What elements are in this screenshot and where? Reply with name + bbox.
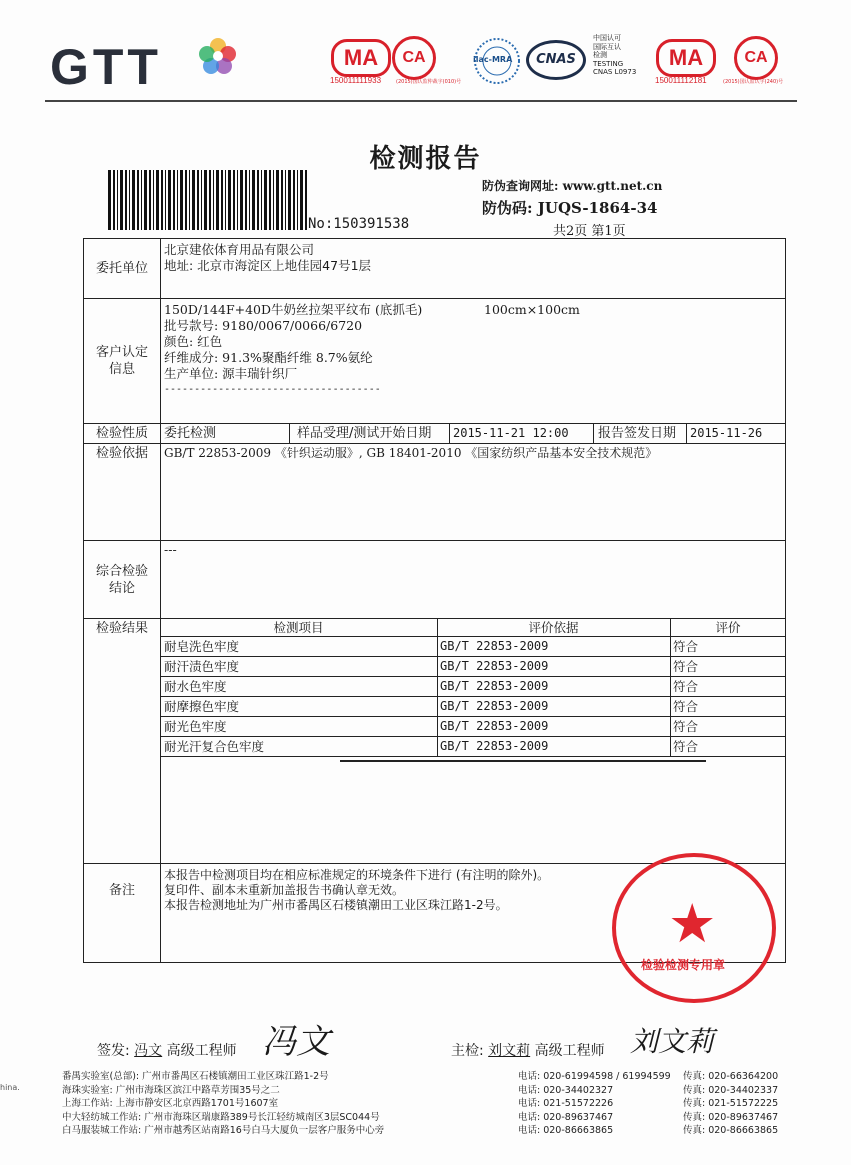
phone-number: 电话: 020-61994598 / 61994599 <box>518 1071 671 1082</box>
issue-date: 2015-11-26 <box>690 426 763 440</box>
sample-date-label: 样品受理/测试开始日期 <box>297 426 432 441</box>
results-header-basis: 评价依据 <box>528 620 579 635</box>
checker-signature: 主检: 刘文莉 高级工程师 <box>451 1043 605 1059</box>
gtt-logo <box>50 38 162 96</box>
anti-fake-code: 防伪码: JUQS-1864-34 <box>482 199 658 217</box>
basis-label: 检验依据 <box>95 446 148 461</box>
cal-mark-right: CA <box>734 36 778 80</box>
cert-right-code: 150011112181 <box>655 76 707 85</box>
results-header-item: 检测项目 <box>273 620 324 635</box>
fiber-content: 纤维成分: 91.3%聚酯纤维 8.7%氨纶 <box>164 350 373 365</box>
fax-number: 传真: 020-66364200 <box>683 1071 779 1082</box>
results-label: 检验结果 <box>95 621 148 636</box>
phone-number: 电话: 021-51572226 <box>518 1098 614 1109</box>
logo-text: GTT <box>50 39 162 95</box>
page-info: 共2页 第1页 <box>553 224 626 239</box>
footer-faxes <box>683 1070 778 1138</box>
batch-number: 批号款号: 9180/0067/0066/6720 <box>164 318 363 333</box>
lab-address: 中大轻纺城工作站: 广州市海珠区瑞康路389号长江轻纺城南区3层SC044号 <box>62 1111 380 1123</box>
ilac-label: ilac-MRA <box>473 55 513 64</box>
results-header-eval: 评价 <box>715 620 741 635</box>
lab-address: 海珠实验室: 广州市海珠区滨江中路草芳围35号之二 <box>62 1084 280 1096</box>
logo-flower-icon <box>196 34 240 78</box>
cert-left-note: (2015)国认监仲裁字(010)号 <box>396 79 462 85</box>
issue-date-label: 报告签发日期 <box>598 426 677 441</box>
cma-mark-left: MA <box>331 39 391 77</box>
remark-line: 本报告中检测项目均在相应标准规定的环境条件下进行 (有注明的除外)。 <box>164 868 550 882</box>
phone-number: 电话: 020-86663865 <box>518 1125 614 1136</box>
lab-address: 上海工作站: 上海市静安区北京西路1701号1607室 <box>62 1098 279 1109</box>
cnas-caption: 中国认可 国际互认 检测 TESTING CNAS L0973 <box>593 34 637 77</box>
checker-name: 刘文莉 <box>488 1043 531 1059</box>
checker-title: 高级工程师 <box>534 1043 605 1059</box>
issuer-title: 高级工程师 <box>166 1043 237 1059</box>
cert-right-note: (2015)国认监认字(240)号 <box>723 79 784 85</box>
row-divider <box>83 298 786 299</box>
inspection-type-label: 检验性质 <box>95 426 148 441</box>
remarks-label: 备注 <box>108 883 135 898</box>
checker-handwriting: 刘文莉 <box>630 1025 715 1058</box>
row-divider <box>83 443 786 444</box>
client-label: 委托单位 <box>95 261 148 276</box>
report-title: 检测报告 <box>369 144 482 174</box>
cnas-mark: CNAS <box>526 40 586 80</box>
stamp-star-icon: ★ <box>668 892 717 955</box>
lab-address: 番禺实验室(总部): 广州市番禺区石楼镇潮田工业区珠江路1-2号 <box>62 1071 329 1082</box>
fax-number: 传真: 020-89637467 <box>683 1111 779 1123</box>
remark-line: 本报告检测地址为广州市番禺区石楼镇潮田工业区珠江路1-2号。 <box>164 898 508 912</box>
stamp-text: 检验检测专用章 <box>641 958 726 972</box>
issuer-signature: 签发: 冯文 高级工程师 <box>97 1043 237 1059</box>
cert-left-code: 150011111933 <box>330 76 382 85</box>
customer-info-label: 客户认定 信息 <box>95 345 148 377</box>
product-color: 颜色: 红色 <box>164 334 223 349</box>
fax-number: 传真: 020-34402337 <box>683 1084 779 1096</box>
report-number: No:150391538 <box>308 216 410 232</box>
remark-line: 复印件、副本未重新加盖报告书确认章无效。 <box>164 883 405 897</box>
product-size: 100cm×100cm <box>484 302 580 317</box>
client-address: 地址: 北京市海淀区上地佳园47号1层 <box>164 258 372 273</box>
end-rule <box>340 760 706 762</box>
side-mark: hina. <box>0 1083 20 1092</box>
phone-number: 电话: 020-89637467 <box>518 1111 614 1123</box>
basis-value: GB/T 22853-2009 《针织运动服》, GB 18401-2010 《国家纺织产品基本安全技术规范》 <box>164 446 658 460</box>
footer-labs <box>62 1070 384 1138</box>
conclusion-value: --- <box>164 542 177 557</box>
phone-number: 电话: 020-34402327 <box>518 1084 614 1096</box>
sample-date: 2015-11-21 12:00 <box>453 426 569 440</box>
fax-number: 传真: 020-86663865 <box>683 1125 779 1136</box>
cal-mark-left: CA <box>392 36 436 80</box>
client-name: 北京建依体育用品有限公司 <box>164 242 315 257</box>
label-column-divider <box>160 238 161 963</box>
issuer-name: 冯文 <box>134 1043 163 1059</box>
row-divider <box>83 540 786 541</box>
issuer-handwriting: 冯文 <box>262 1022 330 1062</box>
dash-line: ------------------------------------ <box>164 384 381 395</box>
verify-url: 防伪查询网址: www.gtt.net.cn <box>482 179 663 193</box>
row-divider <box>83 423 786 424</box>
inspection-type-value: 委托检测 <box>164 426 217 441</box>
cma-mark-right: MA <box>656 39 716 77</box>
product-name: 150D/144F+40D牛奶丝拉架平纹布 (底抓毛) <box>164 302 423 317</box>
conclusion-label: 综合检验 结论 <box>95 564 148 596</box>
header-rule <box>45 100 797 102</box>
footer-phones <box>518 1070 671 1138</box>
producer: 生产单位: 源丰瑞针织厂 <box>164 366 298 381</box>
lab-address: 白马服装城工作站: 广州市越秀区站南路16号白马大厦负一层客户服务中心旁 <box>62 1125 385 1136</box>
fax-number: 传真: 021-51572225 <box>683 1098 779 1109</box>
barcode-icon <box>108 170 308 230</box>
